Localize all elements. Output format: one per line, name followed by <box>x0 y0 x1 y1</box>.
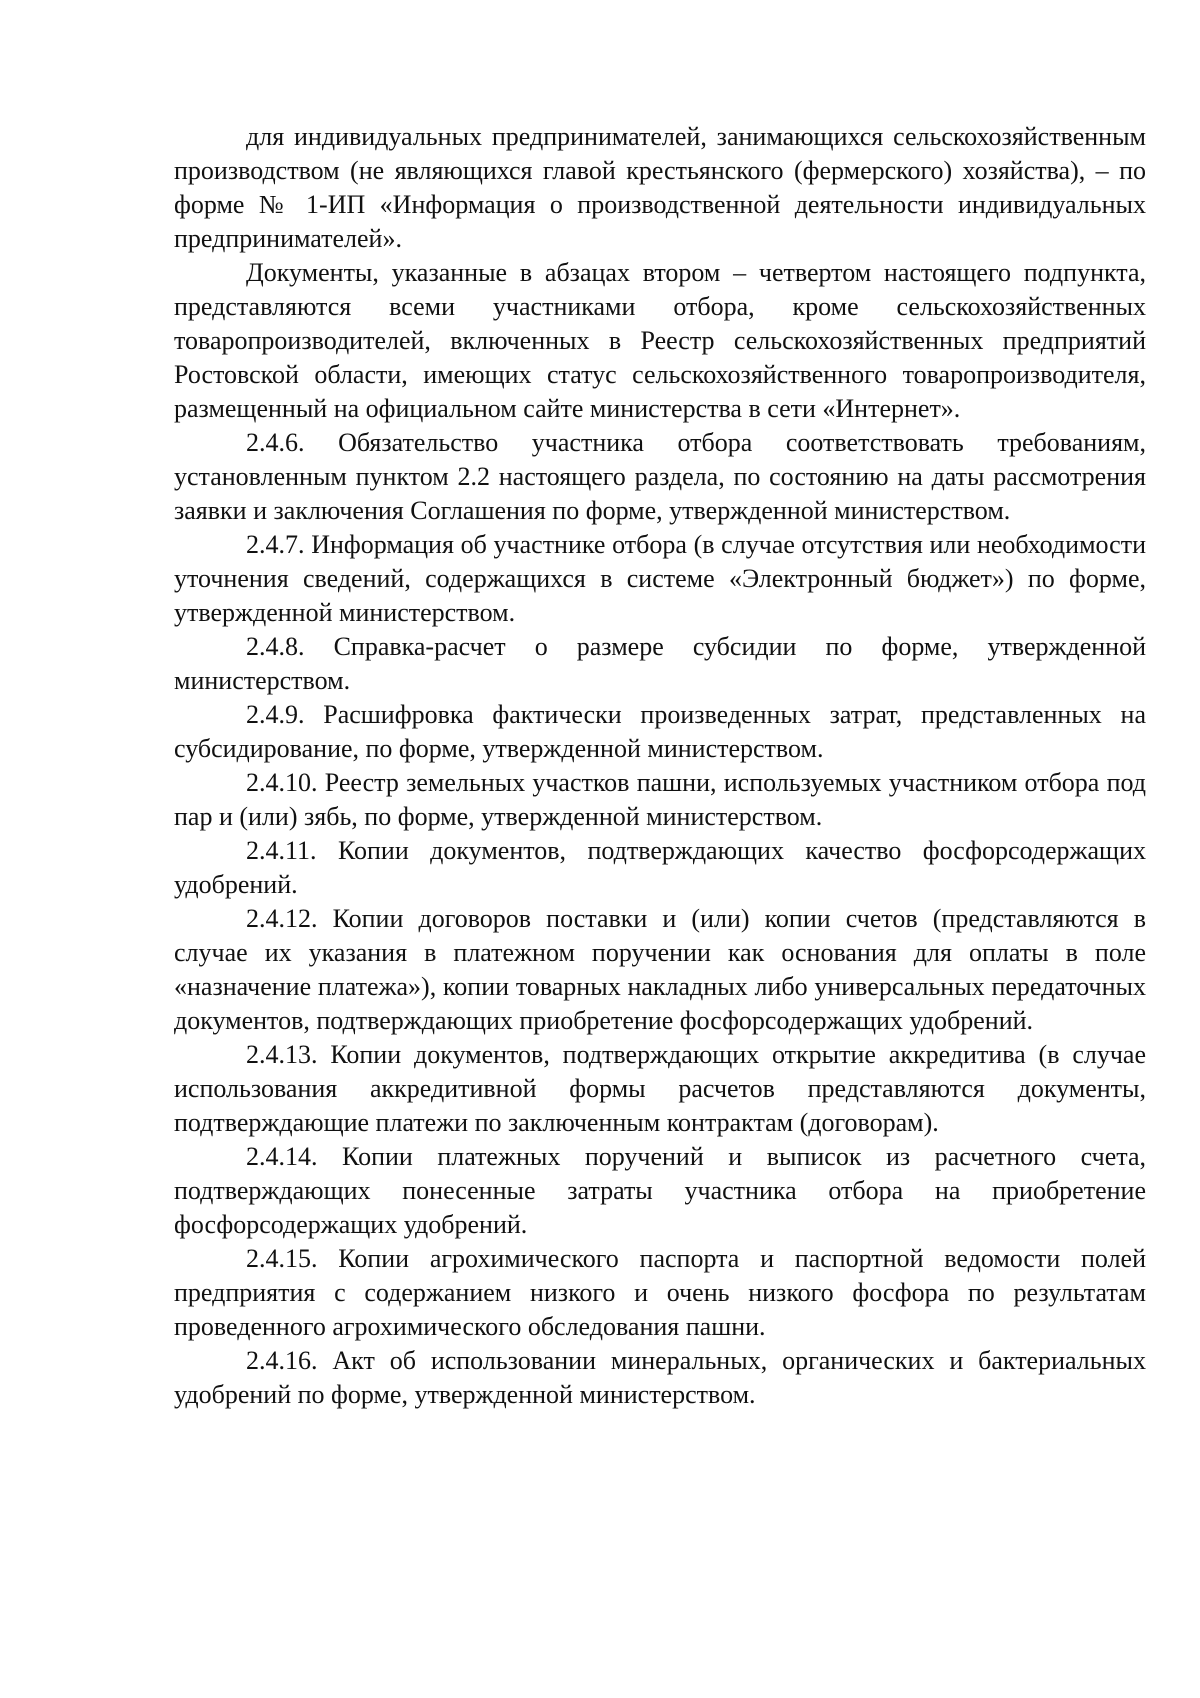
clause-text: Копии документов, подтверждающих открытие аккредитива (в случае использования аккредитивной формы расчетов представляются документы, подтверждающие платежи по заключенным контрактам (договорам). <box>174 1040 1146 1137</box>
clause-text: Информация об участнике отбора (в случае отсутствия или необходимости уточнения сведений, содержащихся в системе «Электронный бюджет») по форме, утвержденной министерством. <box>174 530 1146 627</box>
clause-text: Реестр земельных участков пашни, используемых участником отбора под пар и (или) зябь, по форме, утвержденной министерством. <box>174 768 1146 831</box>
paragraph-text: для индивидуальных предпринимателей, занимающихся сельскохозяйственным производством (не являющихся главой крестьянского (фермерского) хозяйства), – по форме № 1-ИП «Информация о производственной деятельности индивидуальных предпринимателей». <box>174 122 1146 253</box>
clause-number: 2.4.8. <box>246 632 305 661</box>
clause-2-4-12 <box>174 902 1146 1038</box>
clause-2-4-11 <box>174 834 1146 902</box>
clause-text: Копии документов, подтверждающих качество фосфорсодержащих удобрений. <box>174 836 1146 899</box>
clause-text: Копии договоров поставки и (или) копии счетов (представляются в случае их указания в платежном поручении как основания для оплаты в поле «назначение платежа»), копии товарных накладных либо универсальных передаточных документов, подтверждающих приобретение фосфорсодержащих удобрений. <box>174 904 1147 1035</box>
paragraph-continuation <box>174 120 1146 256</box>
clause-number: 2.4.7. <box>246 530 305 559</box>
paragraph-documents-note <box>174 256 1146 426</box>
clause-number: 2.4.12. <box>246 904 318 933</box>
document-page <box>174 120 1146 1412</box>
clause-number: 2.4.6. <box>246 428 305 457</box>
clause-2-4-15 <box>174 1242 1146 1344</box>
clause-number: 2.4.11. <box>246 836 317 865</box>
clause-text: Расшифровка фактически произведенных затрат, представленных на субсидирование, по форме, утвержденной министерством. <box>174 700 1147 763</box>
clause-number: 2.4.14. <box>246 1142 318 1171</box>
paragraph-text: Документы, указанные в абзацах втором – четвертом настоящего подпункта, представляются всеми участниками отбора, кроме сельскохозяйственных товаропроизводителей, включенных в Реестр сельскохозяйственных предприятий Ростовской области, имеющих статус сельскохозяйственного товаропроизводителя, размещенный на официальном сайте министерства в сети «Интернет». <box>174 258 1146 423</box>
clause-2-4-6 <box>174 426 1146 528</box>
clause-number: 2.4.16. <box>246 1346 318 1375</box>
clause-2-4-10 <box>174 766 1146 834</box>
clause-2-4-16 <box>174 1344 1146 1412</box>
clause-text: Обязательство участника отбора соответствовать требованиям, установленным пунктом 2.2 настоящего раздела, по состоянию на даты рассмотрения заявки и заключения Соглашения по форме, утвержденной министерством. <box>174 428 1146 525</box>
clause-2-4-13 <box>174 1038 1146 1140</box>
clause-2-4-8 <box>174 630 1146 698</box>
clause-number: 2.4.15. <box>246 1244 318 1273</box>
clause-text: Копии платежных поручений и выписок из расчетного счета, подтверждающих понесенные затраты участника отбора на приобретение фосфорсодержащих удобрений. <box>174 1142 1146 1239</box>
clause-number: 2.4.9. <box>246 700 305 729</box>
clause-2-4-7 <box>174 528 1146 630</box>
clause-number: 2.4.10. <box>246 768 318 797</box>
clause-text: Справка-расчет о размере субсидии по форме, утвержденной министерством. <box>174 632 1146 695</box>
clause-2-4-14 <box>174 1140 1146 1242</box>
clause-2-4-9 <box>174 698 1146 766</box>
clause-text: Копии агрохимического паспорта и паспортной ведомости полей предприятия с содержанием низкого и очень низкого фосфора по результатам проведенного агрохимического обследования пашни. <box>174 1244 1147 1341</box>
clause-text: Акт об использовании минеральных, органических и бактериальных удобрений по форме, утвержденной министерством. <box>174 1346 1146 1409</box>
clause-number: 2.4.13. <box>246 1040 318 1069</box>
